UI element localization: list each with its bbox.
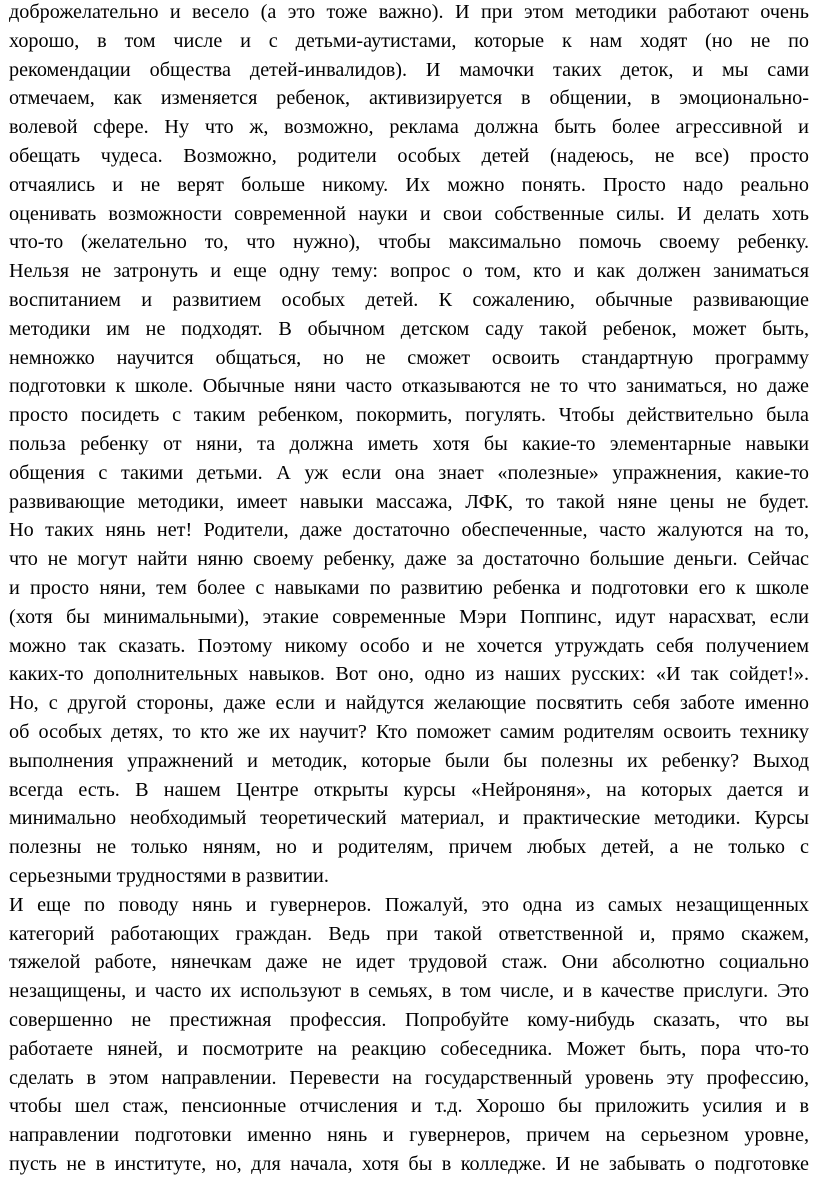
text-line: волевой сфере. Ну что ж, возможно, реклама должна быть более агрессивной и (9, 116, 809, 139)
text-line: выполнения упражнений и методик, которые были бы полезны их ребенку? Выход (9, 749, 809, 772)
text-line: хорошо, в том числе и с детьми-аутистами, которые к нам ходят (но не по (9, 29, 809, 52)
text-line: незащищены, и часто их используют в семьях, в том числе, и в качестве прислуги. Это (9, 980, 809, 1003)
text-line: что не могут найти няню своему ребенку, даже за достаточно большие деньги. Сейчас (9, 548, 809, 571)
text-line: совершенно не престижная профессия. Попробуйте кому-нибудь сказать, что вы (9, 1009, 809, 1031)
text-line: пусть не в институте, но, для начала, хотя бы в колледже. И не забывать о подготовке (9, 1153, 809, 1175)
text-line: каких-то дополнительных навыков. Вот оно, одно из наших русских: «И так сойдет!». (9, 663, 809, 686)
text-line: серьезными трудностями в развитии. (9, 865, 329, 887)
text-line: просто посидеть с таким ребенком, покормить, погулять. Чтобы действительно была (9, 404, 809, 427)
text-line: рекомендации общества детей-инвалидов). И мамочки таких деток, и мы сами (9, 58, 809, 81)
text-line: доброжелательно и весело (а это тоже важно). И при этом методики работают очень (9, 1, 809, 23)
text-line: что-то (желательно то, что нужно), чтобы максимально помочь своему ребенку. (9, 231, 809, 254)
text-line: Но, с другой стороны, даже если и найдутся желающие посвятить себя заботе именно (9, 692, 809, 715)
text-line: подготовки к школе. Обычные няни часто отказываются не то что заниматься, но даже (9, 375, 809, 398)
text-line: немножко научится общаться, но не сможет освоить стандартную программу (9, 346, 809, 369)
text-line: минимально необходимый теоретический материал, и практические методики. Курсы (9, 807, 809, 830)
text-line: тяжелой работе, нянечкам даже не идет трудовой стаж. Они абсолютно социально (9, 951, 809, 974)
text-line: методики им не подходят. В обычном детском саду такой ребенок, может быть, (9, 317, 809, 340)
text-line: отмечаем, как изменяется ребенок, активизируется в общении, в эмоционально- (9, 87, 809, 110)
text-line: чтобы шел стаж, пенсионные отчисления и т.д. Хорошо бы приложить усилия и в (9, 1095, 809, 1118)
text-line: обещать чудеса. Возможно, родители особых детей (надеюсь, не все) просто (9, 145, 809, 167)
text-line: польза ребенку от няни, та должна иметь хотя бы какие-то элементарные навыки (9, 433, 809, 455)
text-line: общения с такими детьми. А уж если она знает «полезные» упражнения, какие-то (9, 461, 809, 484)
text-line: всегда есть. В нашем Центре открыты курсы «Нейроняня», на которых дается и (9, 778, 809, 801)
text-line: сделать в этом направлении. Перевести на государственный уровень эту профессию, (9, 1066, 809, 1089)
text-line: И еще по поводу нянь и гувернеров. Пожалуй, это одна из самых незащищенных (9, 893, 809, 916)
text-line: (хотя бы минимальными), этакие современные Мэри Поппинс, идут нарасхват, если (9, 605, 809, 628)
text-line: об особых детях, то кто же их научит? Кто поможет самим родителям освоить технику (9, 721, 809, 743)
text-line: Нельзя не затронуть и еще одну тему: вопрос о том, кто и как должен заниматься (9, 260, 809, 283)
text-line: отчаялись и не верят больше никому. Их можно понять. Просто надо реально (9, 173, 809, 196)
text-line: направлении подготовки именно нянь и гувернеров, причем на серьезном уровне, (9, 1124, 809, 1147)
text-line: можно так сказать. Поэтому никому особо и не хочется утруждать себя получением (9, 634, 809, 657)
text-line: оценивать возможности современной науки и свои собственные силы. И делать хоть (9, 202, 809, 225)
text-line: категорий работающих граждан. Ведь при такой ответственной и, прямо скажем, (9, 922, 809, 945)
text-line: Но таких нянь нет! Родители, даже достаточно обеспеченные, часто жалуются на то, (9, 519, 809, 542)
text-line: и просто няни, тем более с навыками по развитию ребенка и подготовки его к школе (9, 577, 809, 599)
text-line: полезны не только няням, но и родителям, причем любых детей, а не только с (9, 836, 809, 859)
text-line: работаете няней, и посмотрите на реакцию собеседника. Может быть, пора что-то (9, 1037, 809, 1060)
text-line: воспитанием и развитием особых детей. К сожалению, обычные развивающие (9, 289, 809, 311)
text-line: развивающие методики, имеет навыки массажа, ЛФК, то такой няне цены не будет. (9, 490, 809, 513)
